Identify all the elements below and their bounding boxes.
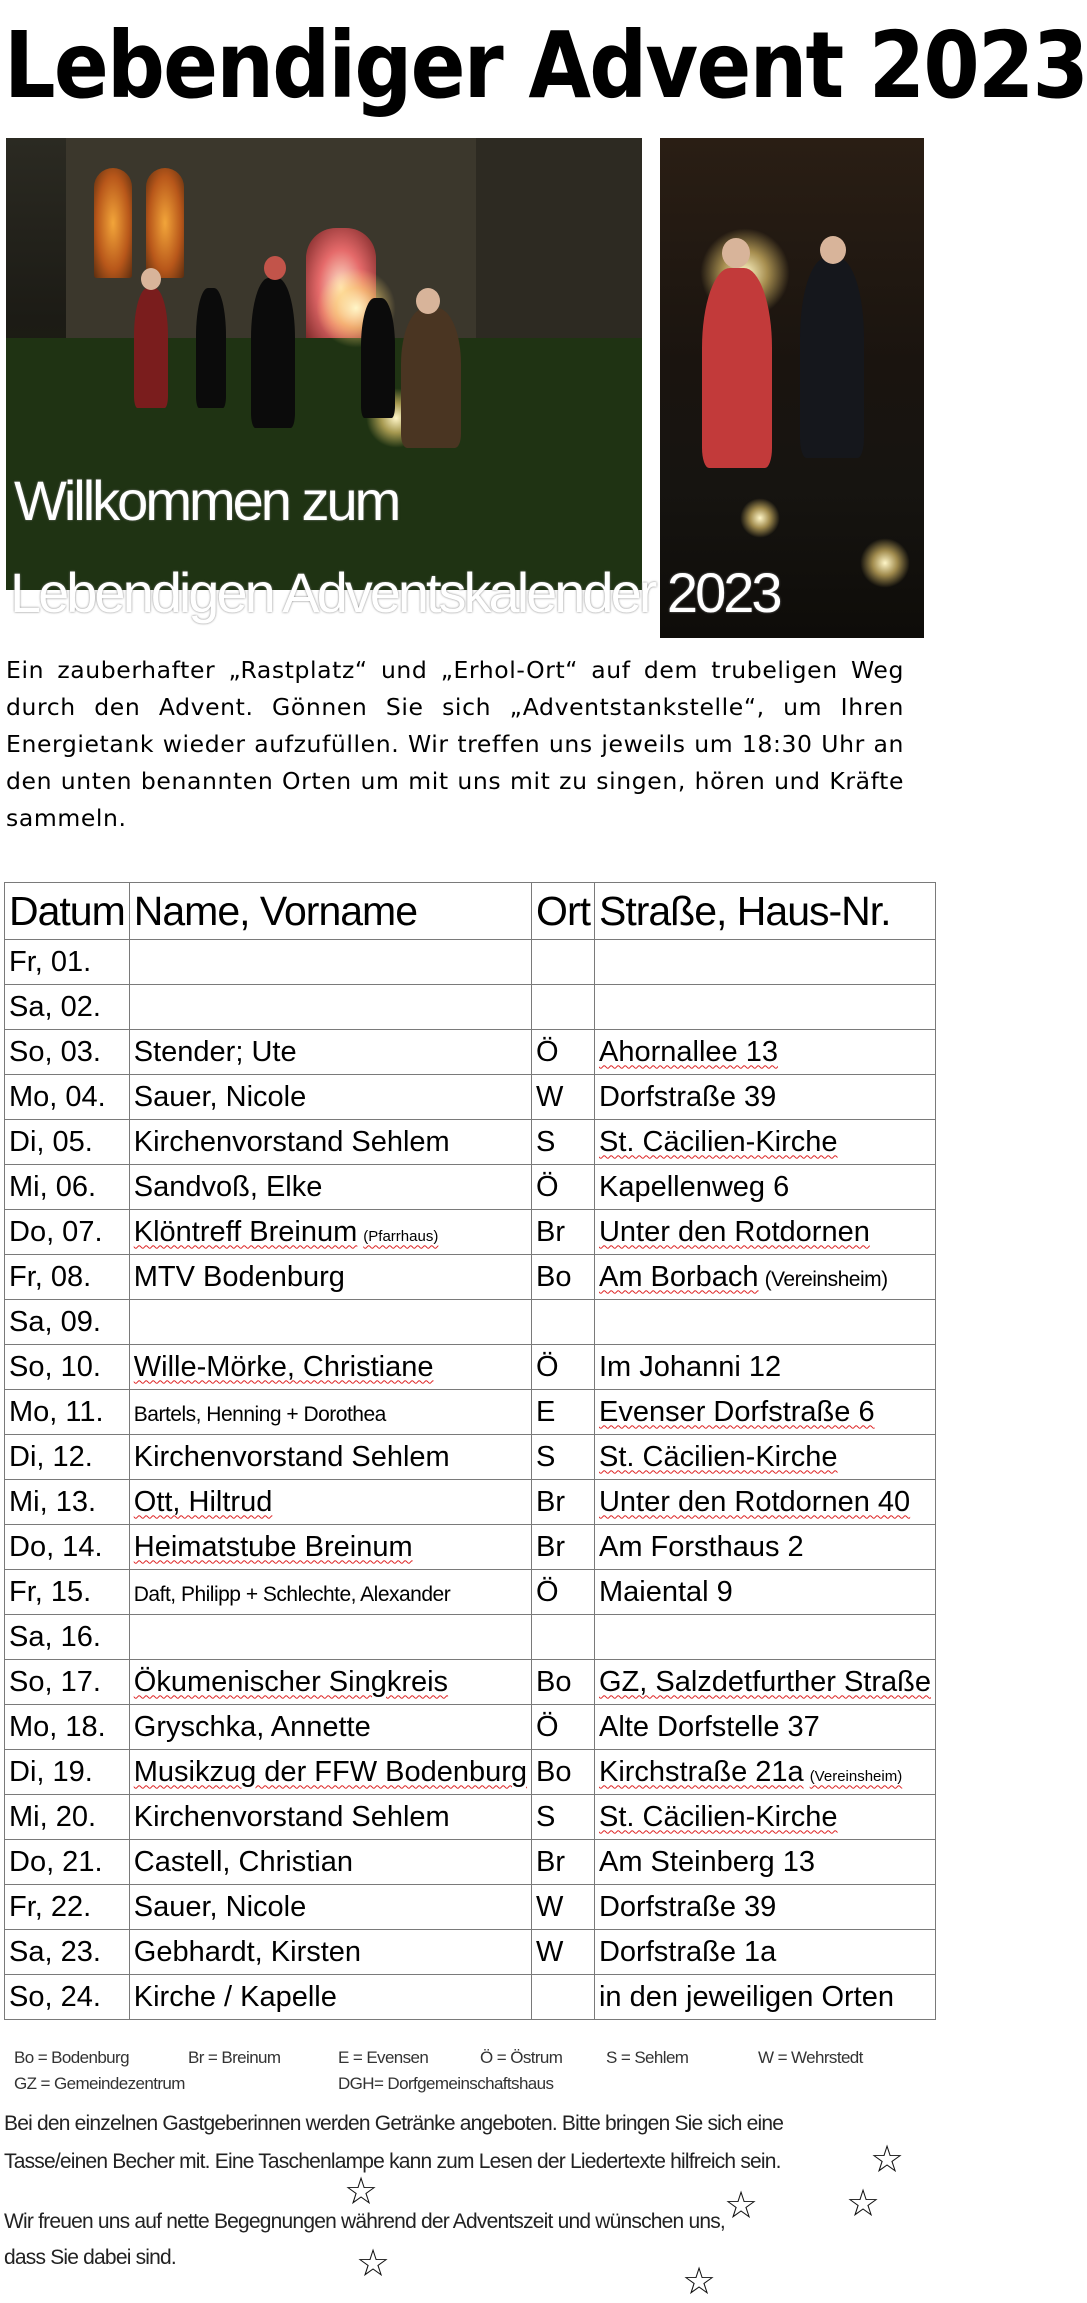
date-cell [5, 1525, 130, 1570]
name-cell [129, 1165, 531, 1210]
date-cell [5, 1975, 130, 2020]
street-cell-text: GZ, Salzdetfurther Straße [598, 1665, 931, 1698]
ort-cell [532, 1255, 595, 1300]
street-cell-text: Dorfstraße 39 [598, 1890, 777, 1923]
date-cell-text: Do, 07. [9, 1215, 103, 1248]
name-cell [129, 1885, 531, 1930]
name-cell [129, 1705, 531, 1750]
ort-cell-text: Ö [536, 1710, 559, 1743]
street-cell [594, 940, 935, 985]
header-date: Datum [5, 883, 130, 940]
date-cell-text: Fr, 01. [9, 945, 92, 978]
star-icon: ☆ [870, 2137, 905, 2181]
name-cell-text: Kirchenvorstand Sehlem [133, 1800, 450, 1833]
street-cell [594, 1840, 935, 1885]
name-cell-text: Sauer, Nicole [133, 1890, 307, 1923]
street-cell-text: Evenser Dorfstraße 6 [598, 1395, 875, 1428]
street-cell [594, 1750, 935, 1795]
ort-cell-text: Ö [536, 1350, 559, 1383]
table-row [5, 1210, 936, 1255]
legend-o: Ö = Östrum [480, 2048, 563, 2067]
ort-cell [532, 1525, 595, 1570]
ort-cell [532, 1075, 595, 1120]
name-cell [129, 985, 531, 1030]
ort-cell-text: Ö [536, 1575, 559, 1608]
footer-line-2: Tasse/einen Becher mit. Eine Taschenlampe kann zum Lesen der Liedertexte hilfreich sein. [4, 2150, 781, 2173]
header-ort: Ort [532, 883, 595, 940]
ort-cell [532, 1660, 595, 1705]
date-cell-text: Sa, 09. [9, 1305, 101, 1338]
name-cell [129, 1480, 531, 1525]
street-cell [594, 1885, 935, 1930]
date-cell-text: Fr, 22. [9, 1890, 92, 1923]
ort-cell-text: Ö [536, 1170, 559, 1203]
name-cell [129, 1570, 531, 1615]
date-cell-text: Di, 19. [9, 1755, 93, 1788]
name-cell-text: Gryschka, Annette [133, 1710, 371, 1743]
street-cell [594, 1255, 935, 1300]
name-cell-text: Castell, Christian [133, 1845, 353, 1878]
date-cell-text: Mi, 06. [9, 1170, 97, 1203]
table-row [5, 1705, 936, 1750]
date-cell [5, 1120, 130, 1165]
ort-cell-text: E [536, 1395, 556, 1428]
name-cell-text: Musikzug der FFW Bodenburg [133, 1755, 528, 1788]
street-cell [594, 985, 935, 1030]
star-icon: ☆ [356, 2241, 391, 2285]
street-cell [594, 1435, 935, 1480]
street-cell-text: Kapellenweg 6 [598, 1170, 790, 1203]
ort-cell [532, 1300, 595, 1345]
name-cell-text: Ott, Hiltrud [133, 1485, 273, 1518]
street-cell-text: St. Cäcilien-Kirche [598, 1125, 838, 1158]
page-title: Lebendiger Advent 2023 [4, 12, 1087, 119]
street-cell [594, 1975, 935, 2020]
street-note: (Vereinsheim) [764, 1267, 888, 1291]
ort-cell-text: W [536, 1890, 564, 1923]
table-row [5, 1435, 936, 1480]
date-cell-text: Do, 21. [9, 1845, 103, 1878]
name-cell [129, 1975, 531, 2020]
table-row [5, 1030, 936, 1075]
name-cell [129, 1660, 531, 1705]
date-cell-text: So, 03. [9, 1035, 101, 1068]
street-cell [594, 1480, 935, 1525]
street-cell-text: Unter den Rotdornen [598, 1215, 870, 1248]
ort-cell [532, 1390, 595, 1435]
street-note: (Vereinsheim) [809, 1767, 903, 1785]
ort-cell-text: W [536, 1080, 564, 1113]
name-cell [129, 1615, 531, 1660]
ort-cell [532, 940, 595, 985]
footer-line-1: Bei den einzelnen Gastgeberinnen werden Getränke angeboten. Bitte bringen Sie sich eine [4, 2112, 784, 2135]
table-row [5, 940, 936, 985]
table-row [5, 1480, 936, 1525]
date-cell [5, 1885, 130, 1930]
date-cell [5, 1840, 130, 1885]
date-cell [5, 1030, 130, 1075]
ort-cell-text: S [536, 1800, 556, 1833]
ort-cell-text: Br [536, 1485, 566, 1518]
street-cell-text: Maiental 9 [598, 1575, 733, 1608]
date-cell [5, 1750, 130, 1795]
star-icon: ☆ [682, 2259, 717, 2303]
date-cell [5, 985, 130, 1030]
footer-line-4: dass Sie dabei sind. [4, 2246, 176, 2269]
date-cell-text: Di, 12. [9, 1440, 93, 1473]
table-row [5, 1345, 936, 1390]
table-row [5, 1930, 936, 1975]
ort-cell [532, 1120, 595, 1165]
date-cell-text: Do, 14. [9, 1530, 103, 1563]
table-row [5, 1570, 936, 1615]
header-street: Straße, Haus-Nr. [594, 883, 935, 940]
ort-cell [532, 1030, 595, 1075]
date-cell-text: So, 24. [9, 1980, 101, 2013]
date-cell-text: Fr, 15. [9, 1575, 92, 1608]
ort-cell [532, 1930, 595, 1975]
table-row [5, 1885, 936, 1930]
name-cell [129, 940, 531, 985]
street-cell-text: Am Forsthaus 2 [598, 1530, 804, 1563]
ort-cell-text: Bo [536, 1755, 572, 1788]
name-cell [129, 1075, 531, 1120]
table-row [5, 1300, 936, 1345]
name-cell-text: Daft, Philipp + Schlechte, Alexander [133, 1582, 451, 1606]
ort-cell [532, 1840, 595, 1885]
ort-cell-text: W [536, 1935, 564, 1968]
ort-cell [532, 1885, 595, 1930]
name-cell-text: Bartels, Henning + Dorothea [133, 1402, 386, 1426]
footer-line-3: Wir freuen uns auf nette Begegnungen während der Adventszeit und wünschen uns, [4, 2210, 725, 2233]
date-cell-text: So, 10. [9, 1350, 101, 1383]
ort-cell [532, 1165, 595, 1210]
table-row [5, 1615, 936, 1660]
street-cell-text: Kirchstraße 21a [598, 1755, 804, 1788]
street-cell-text: in den jeweiligen Orten [598, 1980, 894, 2013]
street-cell [594, 1345, 935, 1390]
date-cell [5, 1930, 130, 1975]
ort-cell-text: Br [536, 1845, 566, 1878]
date-cell [5, 1480, 130, 1525]
street-cell-text: Alte Dorfstelle 37 [598, 1710, 820, 1743]
street-cell [594, 1030, 935, 1075]
name-cell-text: Klöntreff Breinum [133, 1215, 358, 1248]
date-cell [5, 1300, 130, 1345]
church-photo [6, 138, 642, 590]
name-cell [129, 1840, 531, 1885]
name-cell-text: Sauer, Nicole [133, 1080, 307, 1113]
street-cell [594, 1930, 935, 1975]
star-icon: ☆ [344, 2169, 379, 2213]
name-cell [129, 1030, 531, 1075]
ort-cell [532, 1615, 595, 1660]
street-cell-text: Am Steinberg 13 [598, 1845, 815, 1878]
name-cell-text: Kirchenvorstand Sehlem [133, 1125, 450, 1158]
name-cell-text: Kirchenvorstand Sehlem [133, 1440, 450, 1473]
table-row [5, 1075, 936, 1120]
street-cell [594, 1210, 935, 1255]
table-row [5, 1975, 936, 2020]
ort-cell [532, 1705, 595, 1750]
street-cell [594, 1705, 935, 1750]
name-cell-text: MTV Bodenburg [133, 1260, 345, 1293]
table-row [5, 1255, 936, 1300]
date-cell [5, 1660, 130, 1705]
street-cell-text: Ahornallee 13 [598, 1035, 778, 1068]
ort-cell-text: Ö [536, 1035, 559, 1068]
date-cell [5, 1435, 130, 1480]
table-row [5, 1525, 936, 1570]
name-cell [129, 1930, 531, 1975]
date-cell [5, 1795, 130, 1840]
date-cell-text: Mi, 13. [9, 1485, 97, 1518]
ort-cell [532, 1570, 595, 1615]
legend-br: Br = Breinum [188, 2048, 281, 2067]
street-cell [594, 1660, 935, 1705]
name-note: (Pfarrhaus) [363, 1227, 439, 1245]
ort-cell-text: Br [536, 1215, 566, 1248]
date-cell-text: Mo, 04. [9, 1080, 106, 1113]
ort-cell [532, 1345, 595, 1390]
table-row [5, 1390, 936, 1435]
legend-bo: Bo = Bodenburg [14, 2048, 129, 2067]
ort-cell [532, 1795, 595, 1840]
date-cell [5, 1570, 130, 1615]
street-cell [594, 1795, 935, 1840]
date-cell-text: Mi, 20. [9, 1800, 97, 1833]
ort-cell-text: Bo [536, 1665, 572, 1698]
table-row [5, 1795, 936, 1840]
date-cell-text: Di, 05. [9, 1125, 93, 1158]
street-cell-text: Im Johanni 12 [598, 1350, 782, 1383]
table-header-row [5, 883, 936, 940]
table-row [5, 1750, 936, 1795]
name-cell-text: Sandvoß, Elke [133, 1170, 323, 1203]
date-cell [5, 940, 130, 985]
date-cell [5, 1075, 130, 1120]
date-cell [5, 1165, 130, 1210]
street-cell [594, 1390, 935, 1435]
street-cell [594, 1570, 935, 1615]
ort-cell-text: Br [536, 1530, 566, 1563]
advent-calendar-table [4, 882, 936, 2020]
date-cell [5, 1255, 130, 1300]
name-cell [129, 1390, 531, 1435]
street-cell-text: Dorfstraße 39 [598, 1080, 777, 1113]
name-cell-text: Wille-Mörke, Christiane [133, 1350, 434, 1383]
name-cell [129, 1435, 531, 1480]
table-row [5, 1660, 936, 1705]
street-cell-text: St. Cäcilien-Kirche [598, 1440, 838, 1473]
street-cell [594, 1165, 935, 1210]
date-cell-text: Mo, 11. [9, 1395, 104, 1428]
date-cell [5, 1615, 130, 1660]
legend-dgh: DGH= Dorfgemeinschaftshaus [338, 2074, 554, 2093]
ort-cell-text: S [536, 1440, 556, 1473]
table-row [5, 1165, 936, 1210]
ort-cell-text: S [536, 1125, 556, 1158]
name-cell [129, 1795, 531, 1840]
name-cell [129, 1750, 531, 1795]
date-cell-text: Fr, 08. [9, 1260, 92, 1293]
street-cell-text: Am Borbach [598, 1260, 759, 1293]
welcome-line-2: Lebendigen Adventskalender 2023 [10, 561, 780, 624]
date-cell-text: So, 17. [9, 1665, 101, 1698]
name-cell [129, 1120, 531, 1165]
street-cell-text: St. Cäcilien-Kirche [598, 1800, 838, 1833]
ort-cell [532, 1750, 595, 1795]
street-cell [594, 1300, 935, 1345]
welcome-line-1: Willkommen zum [14, 469, 399, 532]
ort-cell [532, 1975, 595, 2020]
name-cell [129, 1345, 531, 1390]
date-cell [5, 1390, 130, 1435]
ort-cell [532, 1210, 595, 1255]
table-row [5, 985, 936, 1030]
street-cell [594, 1525, 935, 1570]
date-cell [5, 1705, 130, 1750]
table-row [5, 1840, 936, 1885]
ort-cell-text: Bo [536, 1260, 572, 1293]
name-cell [129, 1210, 531, 1255]
name-cell-text: Ökumenischer Singkreis [133, 1665, 449, 1698]
date-cell [5, 1345, 130, 1390]
name-cell-text: Kirche / Kapelle [133, 1980, 337, 2013]
legend-w: W = Wehrstedt [758, 2048, 863, 2067]
date-cell [5, 1210, 130, 1255]
street-cell-text: Dorfstraße 1a [598, 1935, 777, 1968]
date-cell-text: Sa, 16. [9, 1620, 101, 1653]
name-cell [129, 1525, 531, 1570]
name-cell [129, 1255, 531, 1300]
date-cell-text: Mo, 18. [9, 1710, 106, 1743]
star-icon: ☆ [724, 2183, 759, 2227]
table-row [5, 1120, 936, 1165]
name-cell-text: Heimatstube Breinum [133, 1530, 413, 1563]
star-icon: ☆ [846, 2181, 881, 2225]
legend-s: S = Sehlem [606, 2048, 689, 2067]
header-name: Name, Vorname [129, 883, 531, 940]
ort-cell [532, 1480, 595, 1525]
name-cell-text: Stender; Ute [133, 1035, 297, 1068]
street-cell [594, 1615, 935, 1660]
date-cell-text: Sa, 02. [9, 990, 101, 1023]
ort-cell [532, 985, 595, 1030]
legend-gz: GZ = Gemeindezentrum [14, 2074, 185, 2093]
intro-text: Ein zauberhafter „Rastplatz“ und „Erhol-Ort“ auf dem trubeligen Weg durch den Advent. Gönnen Sie sich „Adventstankstelle“, um Ihren Energietank wieder aufzufüllen. Wir treffen uns jeweils um 18:30 Uhr an den unten benannten Orten um mit uns mit zu singen, hören und Kräfte sammeln. [6, 656, 904, 832]
street-cell-text: Unter den Rotdornen 40 [598, 1485, 911, 1518]
street-cell [594, 1075, 935, 1120]
ort-cell [532, 1435, 595, 1480]
legend-e: E = Evensen [338, 2048, 429, 2067]
street-cell [594, 1120, 935, 1165]
name-cell-text: Gebhardt, Kirsten [133, 1935, 362, 1968]
date-cell-text: Sa, 23. [9, 1935, 101, 1968]
name-cell [129, 1300, 531, 1345]
